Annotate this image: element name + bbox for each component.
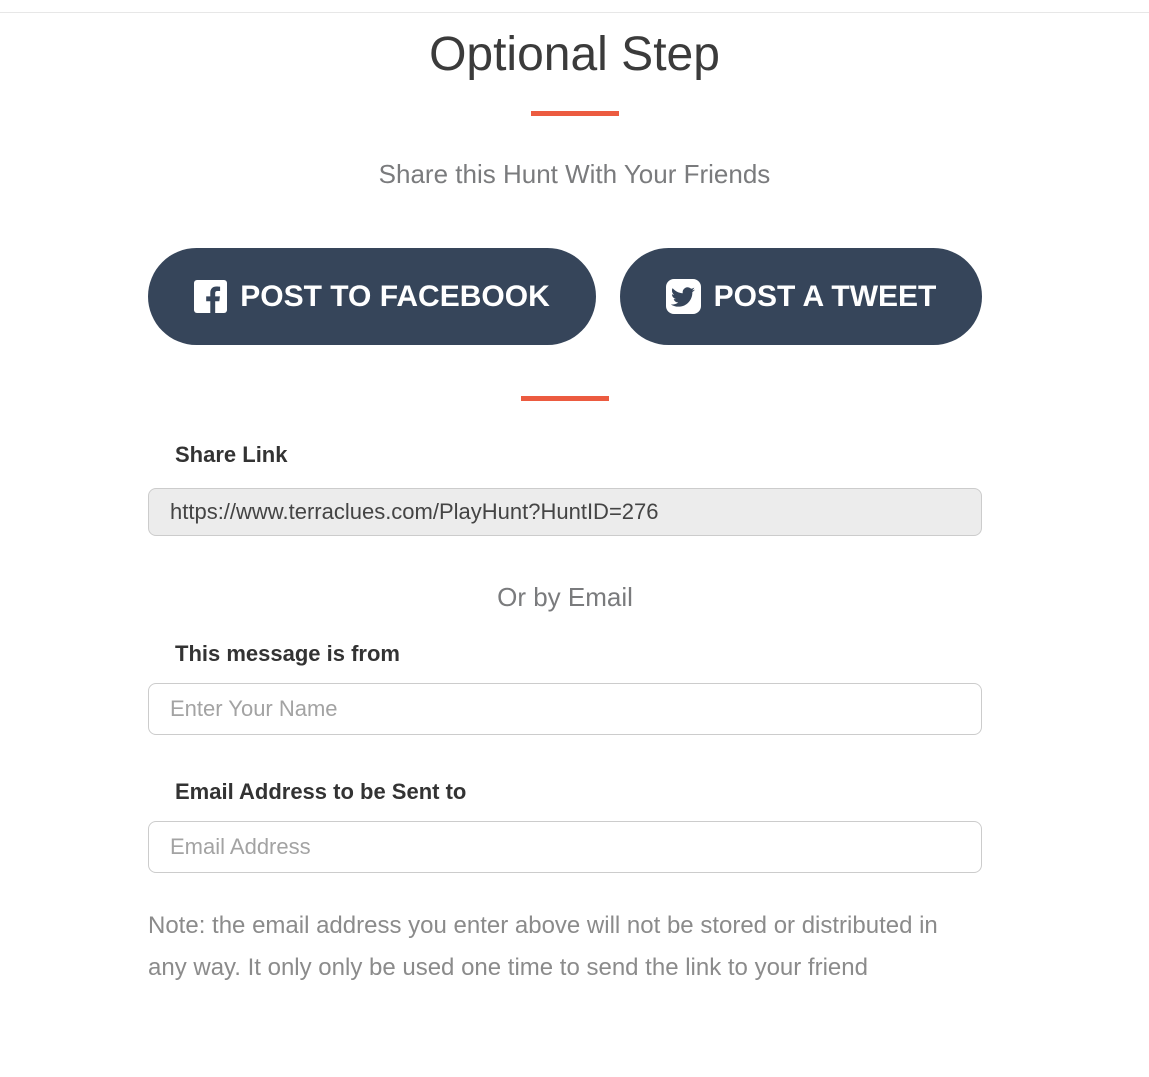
- privacy-note: Note: the email address you enter above will not be stored or distributed in any way. It only only be used one time to send the link to your friend: [148, 912, 938, 981]
- email-address-label: Email Address to be Sent to: [175, 779, 467, 804]
- recipient-email-input[interactable]: [148, 821, 982, 873]
- social-buttons-row: [148, 248, 982, 345]
- post-a-tweet-label: POST A TWEET: [713, 279, 937, 313]
- message-from-label: This message is from: [175, 641, 400, 666]
- or-by-email-heading: Or by Email: [497, 582, 633, 612]
- sender-name-input[interactable]: [148, 683, 982, 735]
- twitter-icon: [666, 279, 701, 314]
- share-link-label: Share Link: [175, 442, 288, 467]
- facebook-icon: [194, 280, 227, 313]
- share-link-input[interactable]: [148, 488, 982, 536]
- accent-divider-top: [531, 111, 619, 116]
- post-to-facebook-label: POST TO FACEBOOK: [240, 279, 550, 313]
- share-subtitle: Share this Hunt With Your Friends: [378, 159, 771, 189]
- post-to-facebook-button[interactable]: [148, 248, 596, 345]
- top-divider-line: [0, 12, 1149, 13]
- post-a-tweet-button[interactable]: [620, 248, 982, 345]
- page-title: Optional Step: [429, 28, 720, 81]
- accent-divider-middle: [521, 396, 609, 401]
